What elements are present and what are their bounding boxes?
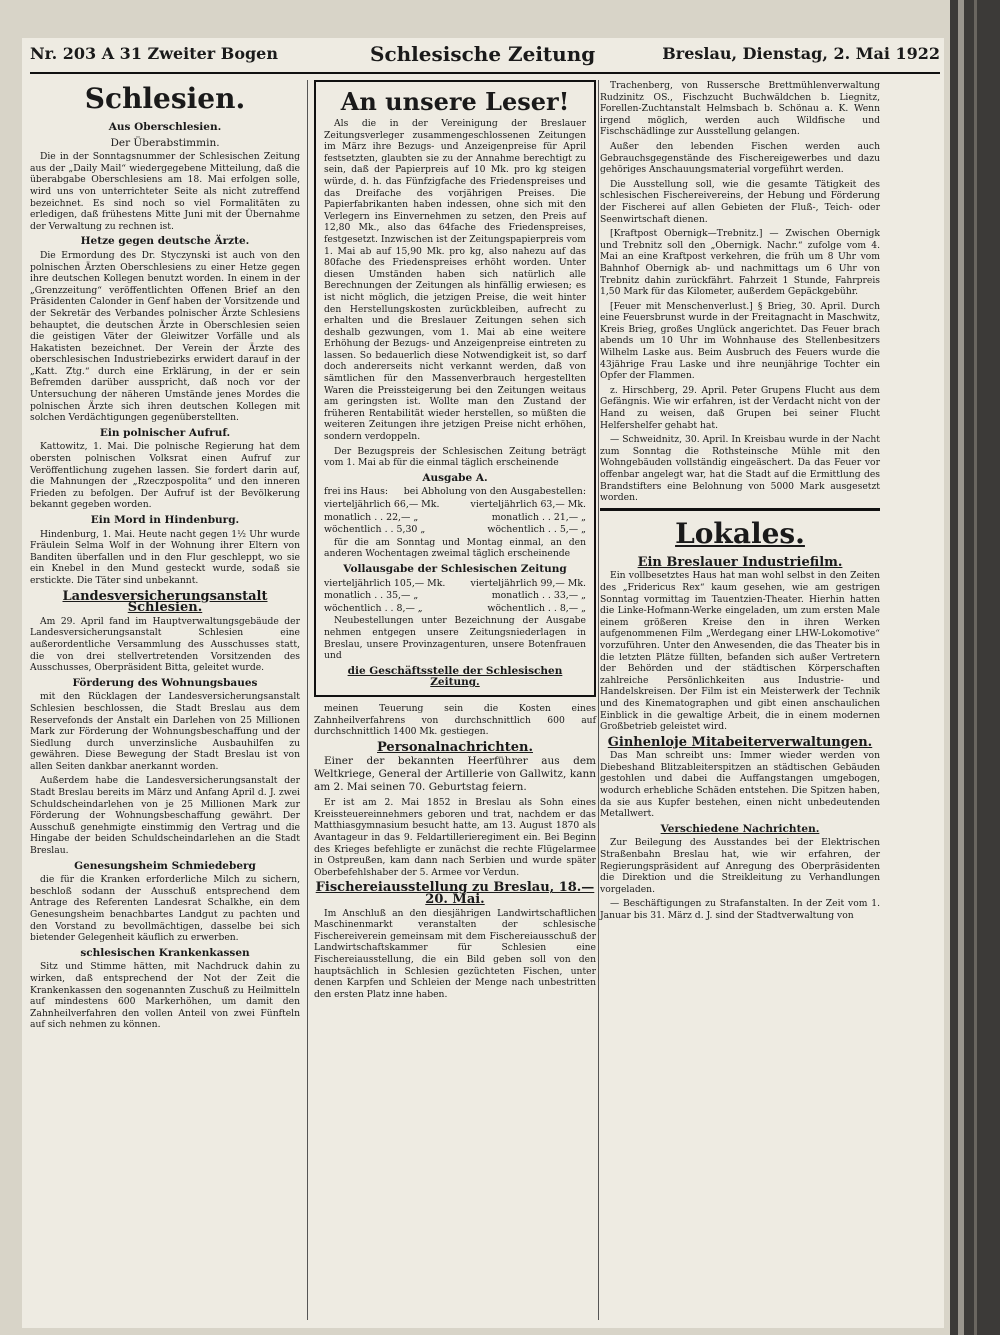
- article-paragraph: Das Man schreibt uns: Immer wieder werden von Diebeshand Blitzableiterspitzen an städtischen Gebäuden gestohlen und dabei die Auffangstangen umgebogen, wodurch erhebliche Schäden entstehen. Die Spitzen haben, da sie aus Kupfer bestehen, einen nicht unbedeutenden Metallwert.: [600, 750, 880, 820]
- article-paragraph: Am 29. April fand im Hauptverwaltungsgebäude der Landesversicherungsanstalt Schlesien eine außerordentliche Versammlung des Ausschusses statt, die von drei stellvertretenden Vorsitzenden des Ausschusses, Oberpräsident Bitta, geleitet wurde.: [30, 615, 300, 674]
- article-paragraph: Hindenburg, 1. Mai. Heute nacht gegen 1½ Uhr wurde Fräulein Selma Wolf in der Wohnung ihrer Eltern von Banditen überfallen und in den Flur geschleppt, wo sie ein Knebel in den Mund gesteckt wurde, sodaß sie erstickte. Die Täter sind unbekannt.: [30, 528, 300, 586]
- section-title-schlesien: Schlesien.: [84, 82, 246, 115]
- price-cell: vierteljährlich 105,— Mk.: [324, 577, 446, 589]
- article-paragraph: mit den Rücklagen der Landesversicherungsanstalt Schlesien beschlossen, die Stadt Breslau aus dem Reservefonds der Anstalt ein Darlehen von 25 Millionen Mark zur Förderung der Wohnungsbeschaffung und der Siedlung durch unverzinsliche Ausbauhilfen zu gewähren. Diese Bewegung der Stadt Breslau ist von allen Seiten dankbar anerkannt worden.: [30, 691, 300, 772]
- notice-title: An unsere Leser!: [340, 87, 570, 116]
- price-header: [324, 486, 586, 498]
- article-paragraph: — Schweidnitz, 30. April. In Kreisbau wurde in der Nacht zum Sonntag die Rothsteinsche Mühle mit den Wohngebäuden vollständig eingeäschert. Da das Feuer vor offenbar angelegt war, hat die Stadt auf die Ermittlung des Brandstifters eine Belohnung von 5000 Mark ausgesetzt worden.: [600, 434, 880, 504]
- column-divider: [598, 80, 599, 1320]
- subheading: Ein Breslauer Industriefilm.: [637, 554, 843, 570]
- header-rule: [30, 72, 940, 74]
- book-binding-edge: [950, 0, 1000, 1335]
- price-row: [324, 590, 586, 602]
- subheading: Verschiedene Nachrichten.: [660, 822, 820, 835]
- article-paragraph: [Feuer mit Menschenverlust.] § Brieg, 30. April. Durch eine Feuersbrunst wurde in der Freitagnacht in Maschwitz, Kreis Brieg, großes Unglück angerichtet. Das Feuer brach abends um 10 Uhr im Wohnhause des Stellenbesitzers Wilhelm Laske aus. Beim Ausbruch des Feuers wurde die 43jährige Frau Laske und ihre neunjährige Tochter ein Opfer der Flammen.: [600, 300, 880, 382]
- subheading: Landesversicherungsanstalt Schlesien.: [62, 588, 268, 616]
- price-cell: wöchentlich . . 5,— „: [487, 524, 586, 536]
- price-cell: monatlich . . 33,— „: [491, 590, 586, 602]
- column-2: [314, 80, 596, 1003]
- price-cell: monatlich . . 21,— „: [491, 511, 586, 523]
- article-paragraph: Trachenberg, von Russersche Brettmühlenverwaltung Rudzinitz OS., Fischzucht Buchwäldchen b. Liegnitz, Forellen-Zuchtanstalt Helmsbach b. Schönau a. K. Wenn irgend möglich, werden auch Wildfische und Fischschädlinge zur Ausstellung gelangen.: [600, 80, 880, 138]
- price-row: [324, 524, 586, 536]
- article-paragraph: Ein vollbesetztes Haus hat man wohl selbst in den Zeiten des „Fridericus Rex“ kaum gesehen, wie am gestrigen Sonntag vormittag im Tauentzien-Theater. Hierhin hatten die Linke-Hofmann-Werke eingeladen, um zum ersten Male einem größeren Kreise den in ihren Werken aufgenommenen Film „Werdegang einer LHW-Lokomotive“ vorzuführen. Unter den Anwesenden, die das Theater bis in die letzten Plätze füllten, befanden sich außer Vertretern der Behörden und der städtischen Körperschaften zahlreiche Persönlichkeiten aus Industrie- und Handelskreisen. Der Film ist ein Meisterwerk der Technik und des Kinematographen und gibt einen anschaulichen Einblick in die gewaltige Arbeit, die in einem modernen Großbetrieb geleistet wird.: [600, 570, 880, 733]
- article-paragraph: Neubestellungen unter Bezeichnung der Ausgabe nehmen entgegen unsere Zeitungsniederlagen in Breslau, unsere Provinzagenturen, unsere Botenfrauen und: [324, 615, 586, 662]
- subheading: Hetze gegen deutsche Ärzte.: [80, 235, 250, 248]
- article-paragraph: die für die Kranken erforderliche Milch zu sichern, beschloß sodann der Ausschuß entsprechend dem Antrage des Referenten Landesrat Schalkhe, ein dem Genesungsheim benachbartes Landgut zu pachten und den Vorstand zu bevollmächtigen, dasselbe bei sich bietender Gelegenheit käuflich zu erwerben.: [30, 874, 300, 944]
- article-paragraph: z. Hirschberg, 29. April. Peter Grupens Flucht aus dem Gefängnis. Wie wir erfahren, ist der Verdacht nicht von der Hand zu weisen, daß Grupen bei seiner Flucht Helfershelfer gehabt hat.: [600, 384, 880, 431]
- subheading: Personalnachrichten.: [377, 739, 533, 755]
- column-1: [30, 80, 300, 1034]
- price-cell: monatlich . . 35,— „: [324, 590, 419, 602]
- article-paragraph: meinen Teuerung sein die Kosten eines Zahnheilverfahrens von durchschnittlich 600 auf durchschnittlich 1400 Mk. gestiegen.: [314, 702, 596, 738]
- subheading: schlesischen Krankenkassen: [80, 946, 250, 959]
- article-paragraph: — Beschäftigungen zu Strafanstalten. In der Zeit vom 1. Januar bis 31. März d. J. sind der Stadtverwaltung von: [600, 898, 880, 921]
- article-paragraph: Als die in der Vereinigung der Breslauer Zeitungsverleger zusammengeschlossenen Zeitungen im März ihre Bezugs- und Anzeigenpreise für April festsetzten, glaubten sie zu der Annahme berechtigt zu sein, daß der Papierpreis auf 10 Mk. pro kg steigen würde, d. h. das Fünfzigfache des Friedenspreises und das Dreifache des vorjährigen Preises. Die Papierfabrikanten haben indessen, ohne sich mit den Verlegern ins Einvernehmen zu setzen, den Preis auf 12,80 Mk., also das 64fache des Friedenspreises, festgesetzt. Inzwischen ist der Zeitungspapierpreis vom 1. Mai ab auf 15,90 Mk. pro kg, also nahezu auf das 80fache des Friedenspreises erhöht worden. Unter diesen Umständen haben sich natürlich alle Berechnungen der Zeitungen als hinfällig erwiesen; es ist nicht möglich, die jetzigen Preise, die weit hinter den Herstellungskosten zurückbleiben, aufrecht zu erhalten und die Breslauer Zeitungen sehen sich deshalb gezwungen, vom 1. Mai ab eine weitere Erhöhung der Bezugs- und Anzeigenpreise eintreten zu lassen. So bedauerlich diese Notwendigkeit ist, so darf doch andererseits nicht verkannt werden, daß von sämtlichen für den Massenverbrauch hergestellten Waren die Preissteigerung bei den Zeitungen weitaus am geringsten ist. Wollte man den Zustand der früheren Rentabilität wieder herstellen, so müßten die weiteren Zeitungen ihre jetzigen Preise nicht erhöhen, sondern verdoppeln.: [324, 118, 586, 443]
- section-rule: [600, 508, 880, 511]
- price-cell: vierteljährlich 99,— Mk.: [470, 577, 586, 589]
- notice-signature: die Geschäftsstelle der Schlesischen Zeitung.: [347, 664, 563, 689]
- article-paragraph: Kattowitz, 1. Mai. Die polnische Regierung hat dem obersten polnischen Volksrat einen Aufruf zur Veröffentlichung zugehen lassen. Sie fordert darin auf, die Mahnungen der „Rzeczpospolita“ und den inneren Frieden zu befolgen. Der Aufruf ist der Bevölkerung bekannt gegeben worden.: [30, 441, 300, 511]
- subheading: Fischereiausstellung zu Breslau, 18.—20. Mai.: [315, 880, 595, 908]
- article-paragraph: Außerdem habe die Landesversicherungsanstalt der Stadt Breslau bereits im März und Anfang April d. J. zwei Schuldscheindarlehen von je 25 Millionen Mark zur Förderung der Wohnungsbeschaffung gewährt. Der Ausschuß genehmigte einstimmig den Vertrag und die Hingabe der beiden Schuldscheindarlehen an die Stadt Breslau.: [30, 775, 300, 857]
- subheading: Ein polnischer Aufruf.: [99, 426, 231, 439]
- notice-box: [314, 80, 596, 697]
- price-cell: vierteljährlich 63,— Mk.: [470, 499, 586, 510]
- issue-date: Breslau, Dienstag, 2. Mai 1922: [662, 44, 940, 63]
- article-paragraph: Er ist am 2. Mai 1852 in Breslau als Sohn eines Kreissteuereinnehmers geboren und trat, nachdem er das Matthiasgymnasium besucht hatte, am 13. August 1870 als Avantageur in das 9. Feldartillerieregiment ein. Bei Beginn des Krieges befehligte er zunächst die rechte Flügelarmee in Ostpreußen, kam dann nach Serbien und wurde später Oberbefehlshaber der 5. Armee vor Verdun.: [314, 797, 596, 878]
- price-cell: wöchentlich . . 5,30 „: [324, 524, 426, 536]
- price-cell: monatlich . . 22,— „: [324, 511, 419, 523]
- price-cell: vierteljährlich 66,— Mk.: [324, 499, 440, 510]
- article-paragraph: Die Ermordung des Dr. Styczynski ist auch von den polnischen Ärzten Oberschlesiens zu einer Hetze gegen ihre deutschen Kollegen benutzt worden. In einem in der „Grenzzeitung“ veröffentlichten Offenen Brief an den Präsidenten Calonder in Genf haben der Vorsitzende und der Sekretär des Verbandes polnischer Ärzte Schlesiens behauptet, die deutschen Ärzte in Oberschlesien seien die geistigen Väter der Gleiwitzer Vorfälle und als Hakatisten bezeichnet. Der Verein der Ärzte des oberschlesischen Industriebezirks erwidert darauf in der „Katt. Ztg.“ durch eine Erklärung, in der er sein Befremden darüber ausspricht, daß noch vor der Untersuchung der näheren Umstände jenes Mordes die polnischen Ärzte sich ihren deutschen Kollegen mit solchen Verdächtigungen gegenüberstellten.: [30, 249, 300, 424]
- column-divider: [307, 80, 308, 1320]
- subheading: Ein Mord in Hindenburg.: [90, 514, 240, 526]
- page-header: [30, 40, 940, 70]
- article-paragraph: Die in der Sonntagsnummer der Schlesischen Zeitung aus der „Daily Mail“ wiedergegebene Mitteilung, daß die überabgabe Oberschlesiens am 18. Mai erfolgen solle, wird uns von unterrichteter Seite als nicht zutreffend bezeichnet. Es sind noch so viel Formalitäten zu erledigen, daß frühestens Mitte Juni mit der Übernahme der Verwaltung zu rechnen ist.: [30, 151, 300, 232]
- subheading: Ausgabe A.: [422, 471, 488, 484]
- subheading: Genesungsheim Schmiedeberg: [74, 859, 256, 872]
- article-paragraph: Einer der bekannten Heerführer aus dem Weltkriege, General der Artillerie von Gallwitz, kann am 2. Mai seinen 70. Geburtstag feiern.: [314, 755, 596, 794]
- subheading: Aus Oberschlesien.: [108, 121, 222, 133]
- price-row: [324, 499, 586, 511]
- price-row: [324, 512, 586, 524]
- price-row: [324, 603, 586, 615]
- article-paragraph: für die am Sonntag und Montag einmal, an den anderen Wochentagen zweimal täglich erscheinende: [324, 536, 586, 560]
- price-label: bei Abholung von den Ausgabestellen:: [403, 486, 586, 498]
- subheading: Förderung des Wohnungsbaues: [72, 676, 258, 689]
- subheading: Ginhenloje Mitabeiterverwaltungen.: [607, 734, 873, 750]
- subheading: Vollausgabe der Schlesischen Zeitung: [343, 562, 567, 575]
- issue-number: Nr. 203 A 31 Zweiter Bogen: [30, 44, 278, 63]
- price-row: [324, 578, 586, 590]
- price-cell: wöchentlich . . 8,— „: [487, 602, 586, 614]
- column-3: [600, 80, 880, 925]
- section-title-lokales: Lokales.: [675, 516, 805, 550]
- newspaper-title: Schlesische Zeitung: [370, 42, 596, 66]
- article-paragraph: Die Ausstellung soll, wie die gesamte Tätigkeit des schlesischen Fischereivereins, der Hebung und Förderung der Fischerei auf allen Gebieten der Fluß-, Teich- oder Seenwirtschaft dienen.: [600, 178, 880, 225]
- article-paragraph: Sitz und Stimme hätten, mit Nachdruck dahin zu wirken, daß entsprechend der Not der Zeit die Krankenkassen den sogenannten Zuschuß zu Heilmitteln auf mindestens 600 Markerhöhen, um damit den Zahnheilverfahren den vollen Anteil von zwei Fünfteln auf sich nehmen zu können.: [30, 961, 300, 1031]
- article-paragraph: Außer den lebenden Fischen werden auch Gebrauchsgegenstände des Fischereigewerbes und dazu gehöriges Anschauungsmaterial vorgeführt werden.: [600, 140, 880, 176]
- article-paragraph: Im Anschluß an den diesjährigen Landwirtschaftlichen Maschinenmarkt veranstalten der schlesische Fischereiverein gemeinsam mit dem Fischereiausschuß der Landwirtschaftskammer für Schlesien eine Fischereiausstellung, die ein Bild geben soll von den hauptsächlich in Schlesien gezüchteten Fischen, unter denen Karpfen und Schleien der Menge nach unbestritten den ersten Platz inne haben.: [314, 907, 596, 1000]
- subheading: Der Überabstimmin.: [110, 136, 220, 149]
- article-paragraph: Zur Beilegung des Ausstandes bei der Elektrischen Straßenbahn Breslau hat, wie wir erfahren, der Regierungspräsident auf Anregung des Oberpräsidenten die Direktion und die Streikleitung zu Verhandlungen vorgeladen.: [600, 837, 880, 895]
- article-paragraph: Der Bezugspreis der Schlesischen Zeitung beträgt vom 1. Mai ab für die einmal täglich erscheinende: [324, 445, 586, 469]
- price-cell: wöchentlich . . 8,— „: [324, 602, 423, 614]
- article-paragraph: [Kraftpost Obernigk—Trebnitz.] — Zwischen Obernigk und Trebnitz soll den „Obernigk. Nachr.“ zufolge vom 4. Mai an eine Kraftpost verkehren, die früh um 8 Uhr vom Bahnhof Obernigk ab- und nachmittags um 6 Uhr von Trebnitz dahin zurückfährt. Fahrzeit 1 Stunde, Fahrpreis 1,50 Mark für das Kilometer, außerdem Gepäckgebühr.: [600, 228, 880, 298]
- price-label: frei ins Haus:: [324, 486, 389, 498]
